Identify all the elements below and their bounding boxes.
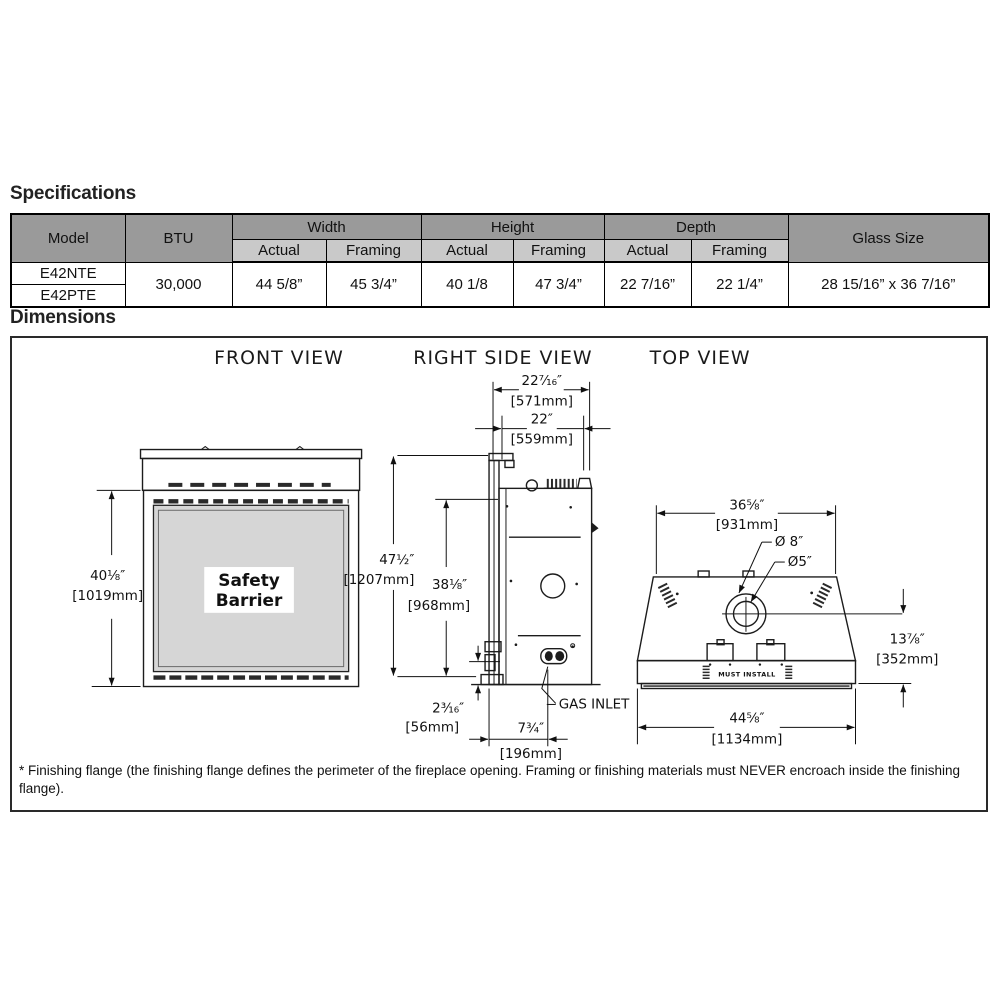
top-flue-offset-in: 13⅞″ [889,632,925,648]
spec-depth-actual-value: 22 7/16” [604,262,691,307]
spec-subcol-depth-framing: Framing [691,240,788,263]
top-view-drawing [637,571,902,689]
side-actual-depth-in: 22″ [530,412,553,428]
side-actual-depth-mm: [559mm] [510,432,573,448]
side-view-drawing [471,454,600,685]
dimensions-drawing-panel [10,336,988,812]
front-view-drawing [141,447,362,687]
top-front-width-dimension [637,689,855,748]
spec-col-btu: BTU [125,214,232,262]
side-gas-access-height-mm: [56mm] [405,720,460,736]
spec-subcol-depth-actual: Actual [604,240,691,263]
side-framing-depth-mm: [571mm] [510,394,573,410]
top-front-width-mm: [1134mm] [711,732,783,748]
side-actual-depth-dimension [475,413,610,471]
side-gas-access-height-in: 2³⁄₁₆″ [432,701,465,717]
spec-height-framing-value: 47 3/4” [513,262,604,307]
flue-outer-diameter-label: Ø 8″ [774,535,804,551]
spec-subcol-height-actual: Actual [421,240,513,263]
specifications-heading: Specifications [10,183,137,204]
side-framing-height-in: 47½″ [379,553,415,569]
spec-subcol-width-actual: Actual [232,240,326,263]
spec-subcol-width-framing: Framing [326,240,421,263]
gas-inlet-label: GAS INLET [558,697,630,713]
spec-col-width: Width [232,214,421,240]
safety-barrier-line2: Barrier [215,589,283,610]
front-height-mm: [1019mm] [72,588,144,604]
dimensions-drawing [12,338,986,810]
front-height-dimension [72,490,143,686]
spec-col-model: Model [11,214,125,262]
side-firebox-height-mm: [968mm] [407,598,471,614]
flue-collar [722,594,902,634]
side-framing-height-mm: [1207mm] [343,572,415,588]
side-gas-inlet-depth-mm: [196mm] [499,747,563,763]
top-flue-offset-dimension [858,589,938,707]
top-flue-offset-mm: [352mm] [876,652,939,668]
spec-width-actual-value: 44 5/8” [232,262,326,307]
spec-col-height: Height [421,214,604,240]
spec-depth-framing-value: 22 1/4” [691,262,788,307]
top-view-title: TOP VIEW [649,346,751,369]
side-gas-inlet-depth-in: 7¾″ [517,721,545,737]
side-gas-inlet-depth-dimension [469,670,568,763]
spec-btu-value: 30,000 [125,262,232,307]
gas-inlet-callout [542,667,630,713]
spec-col-glass-size: Glass Size [788,214,989,262]
spec-model-1: E42NTE [11,262,125,284]
spec-width-framing-value: 45 3/4” [326,262,421,307]
spec-subcol-height-framing: Framing [513,240,604,263]
dimensions-heading: Dimensions [10,307,116,328]
specifications-table [10,213,990,308]
spec-model-2: E42PTE [11,284,125,307]
spec-glass-size-value: 28 15/16” x 36 7/16” [788,262,989,307]
side-framing-depth-in: 22⁷⁄₁₆″ [521,373,563,389]
must-install-label: MUST INSTALL [718,670,776,679]
gas-inlet-fitting [541,644,575,664]
top-rear-width-mm: [931mm] [715,518,779,534]
side-view-title: RIGHT SIDE VIEW [413,346,593,369]
side-framing-height-dimension [343,456,488,677]
side-firebox-height-in: 38⅛″ [431,577,468,593]
flue-diameter-callouts [739,535,812,602]
top-rear-width-in: 36⅝″ [729,498,765,514]
spec-col-depth: Depth [604,214,788,240]
flue-inner-diameter-label: Ø5″ [787,555,812,571]
side-gas-access-height-dimension [405,646,500,736]
front-height-in: 40⅛″ [90,568,126,584]
top-front-width-in: 44⅝″ [729,711,765,727]
front-view-title: FRONT VIEW [214,346,344,369]
safety-barrier-line1: Safety [218,569,280,590]
finishing-flange-footnote: * Finishing flange (the finishing flange defines the perimeter of the fireplace opening. Framing or finishing materials must NEVER encroach inside the finishing flange). [19,763,961,797]
spec-height-actual-value: 40 1/8 [421,262,513,307]
